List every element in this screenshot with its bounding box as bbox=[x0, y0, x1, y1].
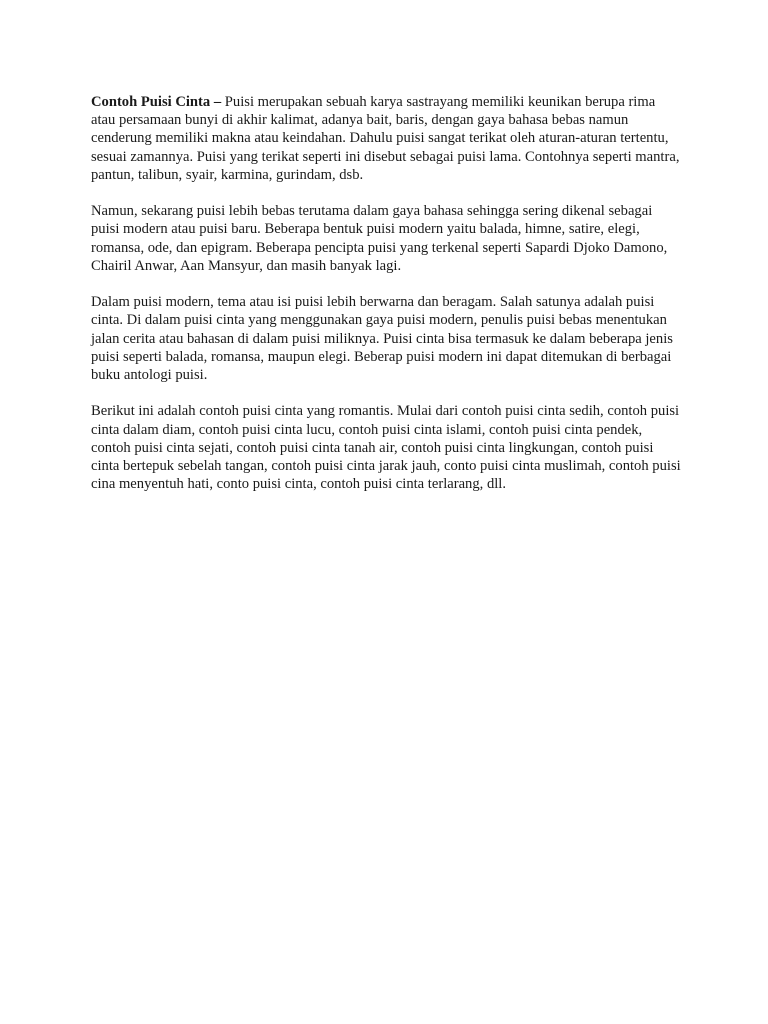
paragraph-intro-text: Puisi merupakan sebuah karya sastrayang memiliki keunikan berupa rima atau persamaan bunyi di akhir kalimat, adanya bait, baris, dengan gaya bahasa bebas namun cenderung memiliki makna atau keindahan. Dahulu puisi sangat terikat oleh aturan-aturan tertentu, sesuai zamannya. Puisi yang terikat seperti ini disebut sebagai puisi lama. Contohnya seperti mantra, pantun, talibun, syair, karmina, gurindam, dsb. bbox=[91, 94, 680, 183]
paragraph-examples: Berikut ini adalah contoh puisi cinta yang romantis. Mulai dari contoh puisi cinta sedih, contoh puisi cinta dalam diam, contoh puisi cinta lucu, contoh puisi cinta islami, contoh puisi cinta pendek, contoh puisi cinta sejati, contoh puisi cinta tanah air, contoh puisi cinta lingkungan, contoh puisi cinta bertepuk sebelah tangan, contoh puisi cinta jarak jauh, conto puisi cinta muslimah, contoh puisi cina menyentuh hati, conto puisi cinta, contoh puisi cinta terlarang, dll. bbox=[91, 403, 681, 493]
lead-title: Contoh Puisi Cinta – bbox=[91, 94, 222, 110]
paragraph-modern-poetry: Namun, sekarang puisi lebih bebas terutama dalam gaya bahasa sehingga sering dikenal sebagai puisi modern atau puisi baru. Beberapa bentuk puisi modern yaitu balada, himne, satire, elegi, romansa, ode, dan epigram. Beberapa pencipta puisi yang terkenal seperti Sapardi Djoko Damono, Chairil Anwar, Aan Mansyur, dan masih banyak lagi. bbox=[91, 203, 668, 274]
document-body bbox=[91, 93, 681, 512]
paragraph-themes: Dalam puisi modern, tema atau isi puisi lebih berwarna dan beragam. Salah satunya adalah puisi cinta. Di dalam puisi cinta yang menggunakan gaya puisi modern, penulis puisi bebas menentukan jalan cerita atau bahasan di dalam puisi miliknya. Puisi cinta bisa termasuk ke dalam beberapa jenis puisi seperti balada, romansa, maupun elegi. Beberap puisi modern ini dapat ditemukan di berbagai buku antologi puisi. bbox=[91, 294, 673, 384]
paragraph-intro bbox=[91, 93, 681, 184]
